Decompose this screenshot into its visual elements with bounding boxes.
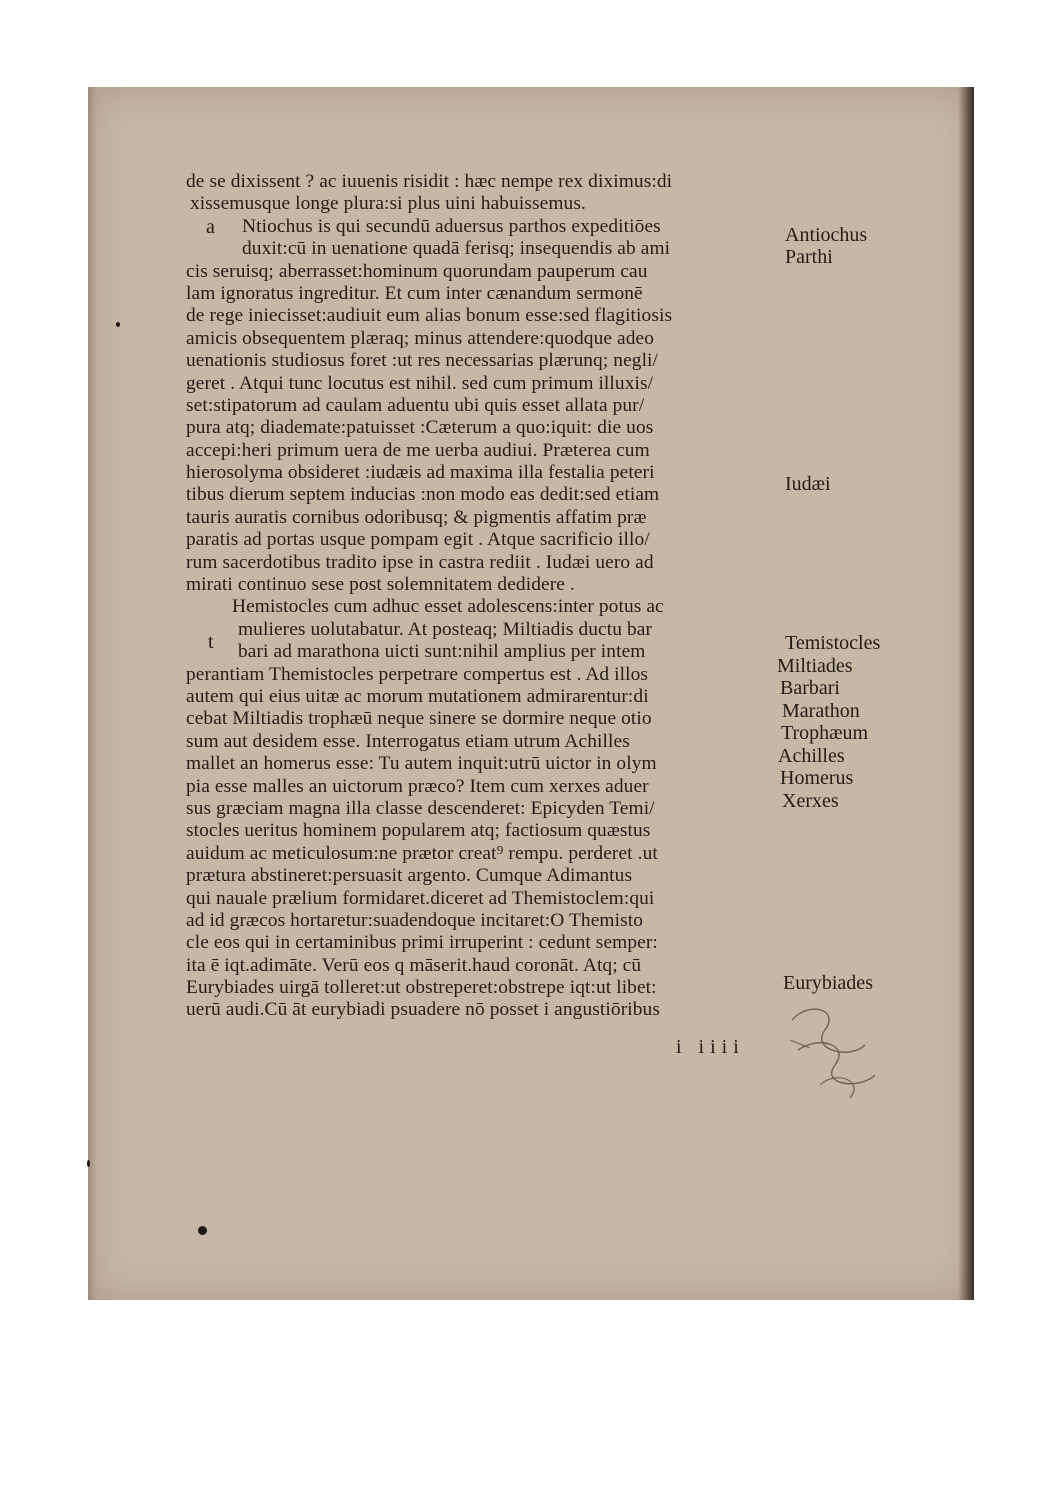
margin-note: Barbari	[780, 677, 840, 699]
text-line: de rege iniecisset:audiuit eum alias bonum esse:sed flagitiosis	[186, 305, 673, 327]
text-line: ita ē iqt.adimāte. Verū eos q māserit.haud coronāt. Atq; cū	[186, 954, 642, 976]
text-line: lam ignoratus ingreditur. Et cum inter cænandum sermonē	[186, 282, 643, 304]
text-line: uerū audi.Cū āt eurybiadi psuadere nō posset i angustiōribus	[186, 999, 660, 1021]
guide-letter-a: a	[206, 216, 215, 238]
text-line: cis seruisq; aberrasset:hominum quorundam pauperum cau	[186, 260, 648, 282]
text-line: stocles ueritus hominem popularem atq; factiosum quæstus	[186, 820, 651, 842]
text-line: cebat Miltiadis trophæū neque sinere se dormire neque otio	[186, 708, 652, 730]
text-line: geret . Atqui tunc locutus est nihil. sed cum primum illuxis/	[186, 372, 654, 394]
text-line: uenationis studiosus foret :ut res necessarias plærunq; negli/	[186, 350, 659, 372]
text-line: tibus dierum septem inducias :non modo eas dedit:sed etiam	[186, 484, 660, 506]
text-line: prætura abstineret:persuasit argento. Cumque Adimantus	[186, 865, 633, 887]
text-line: bari ad marathona uicti sunt:nihil amplius per intem	[238, 641, 646, 663]
text-line: pia esse malles an uictorum præco? Item cum xerxes aduer	[186, 775, 649, 797]
text-line: pura atq; diademate:patuisset :Cæterum a quo:iquit: die uos	[186, 417, 654, 439]
margin-note: Eurybiades	[783, 972, 873, 994]
text-line: mallet an homerus esse: Tu autem inquit:utrū uictor in olym	[186, 753, 657, 775]
margin-note: Miltiades	[777, 655, 853, 677]
text-line: tauris auratis cornibus odoribusq; & pigmentis affatim præ	[186, 506, 647, 528]
margin-note: Parthi	[785, 246, 833, 268]
main-text-column	[186, 171, 776, 1022]
book-right-edge	[958, 87, 974, 1300]
pen-scribble-mark	[780, 990, 890, 1110]
text-line: amicis obsequentem plæraq; minus attendere:quodque adeo	[186, 327, 655, 349]
text-line: cle eos qui in certaminibus primi irruperint : cedunt semper:	[186, 932, 658, 954]
text-line: mirati continuo sese post solemnitatem dedidere .	[186, 574, 575, 596]
text-line: autem qui eius uitæ ac morum mutationem admirarentur:di	[186, 685, 649, 707]
page-left-shadow	[88, 87, 96, 1300]
text-line: qui nauale prælium formidaret.diceret ad Themistoclem:qui	[186, 887, 655, 909]
text-line: Eurybiades uirgā tolleret:ut obstreperet:obstrepe iqt:ut libet:	[186, 977, 657, 999]
text-line: xissemusque longe plura:si plus uini habuissemus.	[190, 193, 586, 215]
text-line: sum aut desidem esse. Interrogatus etiam utrum Achilles	[186, 730, 630, 752]
text-line: Hemistocles cum adhuc esset adolescens:inter potus ac	[232, 596, 664, 618]
text-line: duxit:cū in uenatione quadā ferisq; insequendis ab ami	[242, 238, 671, 260]
margin-note: Trophæum	[781, 722, 869, 744]
text-line: paratis ad portas usque pompam egit . Atque sacrificio illo/	[186, 529, 650, 551]
text-line: set:stipatorum ad caulam aduentu ubi quis esset allata pur/	[186, 394, 645, 416]
text-line: rum sacerdotibus tradito ipse in castra rediit . Iudæi uero ad	[186, 551, 654, 573]
ink-dot	[116, 322, 120, 327]
text-line: de se dixissent ? ac iuuenis risidit : hæc nempe rex diximus:di	[186, 171, 673, 192]
ink-dot	[87, 1160, 90, 1167]
text-line: perantiam Themistocles perpetrare compertus est . Ad illos	[186, 663, 649, 685]
margin-note: Homerus	[780, 767, 854, 789]
text-line: mulieres uolutabatur. At posteaq; Miltiadis ductu bar	[238, 618, 653, 640]
text-line: accepi:heri primum uera de me uerba audiui. Præterea cum	[186, 439, 650, 461]
margin-note: Iudæi	[785, 473, 831, 495]
text-line: sus græciam magna illa classe descenderet: Epicyden Temi/	[186, 797, 655, 819]
margin-note: Achilles	[778, 745, 845, 767]
text-line: hierosolyma obsideret :iudæis ad maxima illa festalia peteri	[186, 462, 655, 484]
printer-signature: i iiii	[676, 1036, 745, 1058]
ink-dot	[198, 1226, 207, 1235]
margin-note: Marathon	[782, 700, 860, 722]
margin-note: Xerxes	[782, 790, 839, 812]
text-line: Ntiochus is qui secundū aduersus parthos expeditiōes	[242, 215, 661, 237]
guide-letter-t: t	[208, 631, 214, 653]
text-line: auidum ac meticulosum:ne prætor creat⁹ rempu. perderet .ut	[186, 842, 658, 864]
margin-note: Antiochus	[785, 224, 868, 246]
margin-note: Temistocles	[785, 632, 881, 654]
text-line: ad id græcos hortaretur:suadendoque incitaret:O Themisto	[186, 909, 644, 931]
